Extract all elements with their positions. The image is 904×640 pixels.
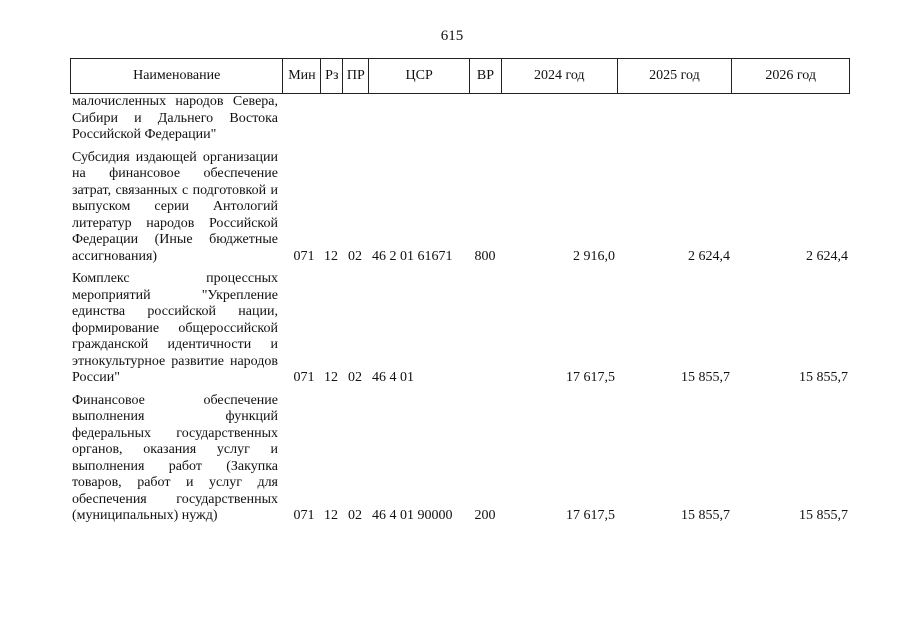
header-name: Наименование: [133, 68, 221, 83]
row-min: 071: [293, 508, 315, 523]
row-csr: 46 2 01 61671: [372, 248, 453, 264]
page-number: 615: [440, 28, 464, 44]
row-name: Финансовое обеспечение выполнения функций федеральных государственных органов, оказания услуг и выполнения работ (Закупка товаров, работ и услуг для обеспечения государственных (муниципальных) нужд): [72, 392, 278, 523]
header-2025: 2025 год: [617, 59, 732, 93]
row-csr: 46 4 01: [372, 370, 414, 385]
row-min: 071: [293, 370, 315, 385]
row-name: малочисленных народов Севера, Сибири и Дальнего Востока Российской Федерации": [72, 94, 278, 142]
header-pr: ПР: [342, 59, 368, 93]
header-rz: Рз: [320, 59, 342, 93]
row-2026: 15 855,7: [799, 370, 848, 385]
row-vr: 200: [474, 508, 496, 523]
row-pr: 02: [348, 248, 362, 264]
table-body: [70, 94, 850, 525]
row-2025: 15 855,7: [681, 370, 730, 385]
table-row: [70, 271, 850, 387]
table-row: [70, 94, 850, 144]
header-csr: ЦСР: [368, 59, 469, 93]
row-2024: 17 617,5: [566, 508, 615, 523]
header-2026: 2026 год: [731, 59, 849, 93]
row-name: Субсидия издающей организации на финансовое обеспечение затрат, связанных с подготовкой и выпуском серии Антологий литератур народов Российской Федерации (Иные бюджетные ассигнования): [72, 149, 278, 264]
row-pr: 02: [348, 508, 362, 523]
table-header: [70, 58, 850, 94]
row-rz: 12: [324, 248, 338, 264]
row-csr: 46 4 01 90000: [372, 508, 453, 523]
row-vr: 800: [474, 248, 496, 264]
header-2024: 2024 год: [501, 59, 617, 93]
row-2024: 2 916,0: [573, 248, 615, 264]
budget-table: [70, 58, 850, 525]
row-rz: 12: [324, 508, 338, 523]
header-min: Мин: [282, 59, 320, 93]
table-row: [70, 393, 850, 525]
row-2025: 2 624,4: [688, 248, 730, 264]
row-pr: 02: [348, 370, 362, 385]
row-2026: 2 624,4: [806, 248, 848, 264]
row-name: Комплекс процессных мероприятий "Укрепление единства российской нации, формирование общероссийской гражданской идентичности и этнокультурное развитие народов России": [72, 271, 278, 385]
row-2025: 15 855,7: [681, 508, 730, 523]
row-2024: 17 617,5: [566, 370, 615, 385]
header-vr: ВР: [469, 59, 501, 93]
row-2026: 15 855,7: [799, 508, 848, 523]
row-min: 071: [293, 248, 315, 264]
row-rz: 12: [324, 370, 338, 385]
table-row: [70, 150, 850, 266]
